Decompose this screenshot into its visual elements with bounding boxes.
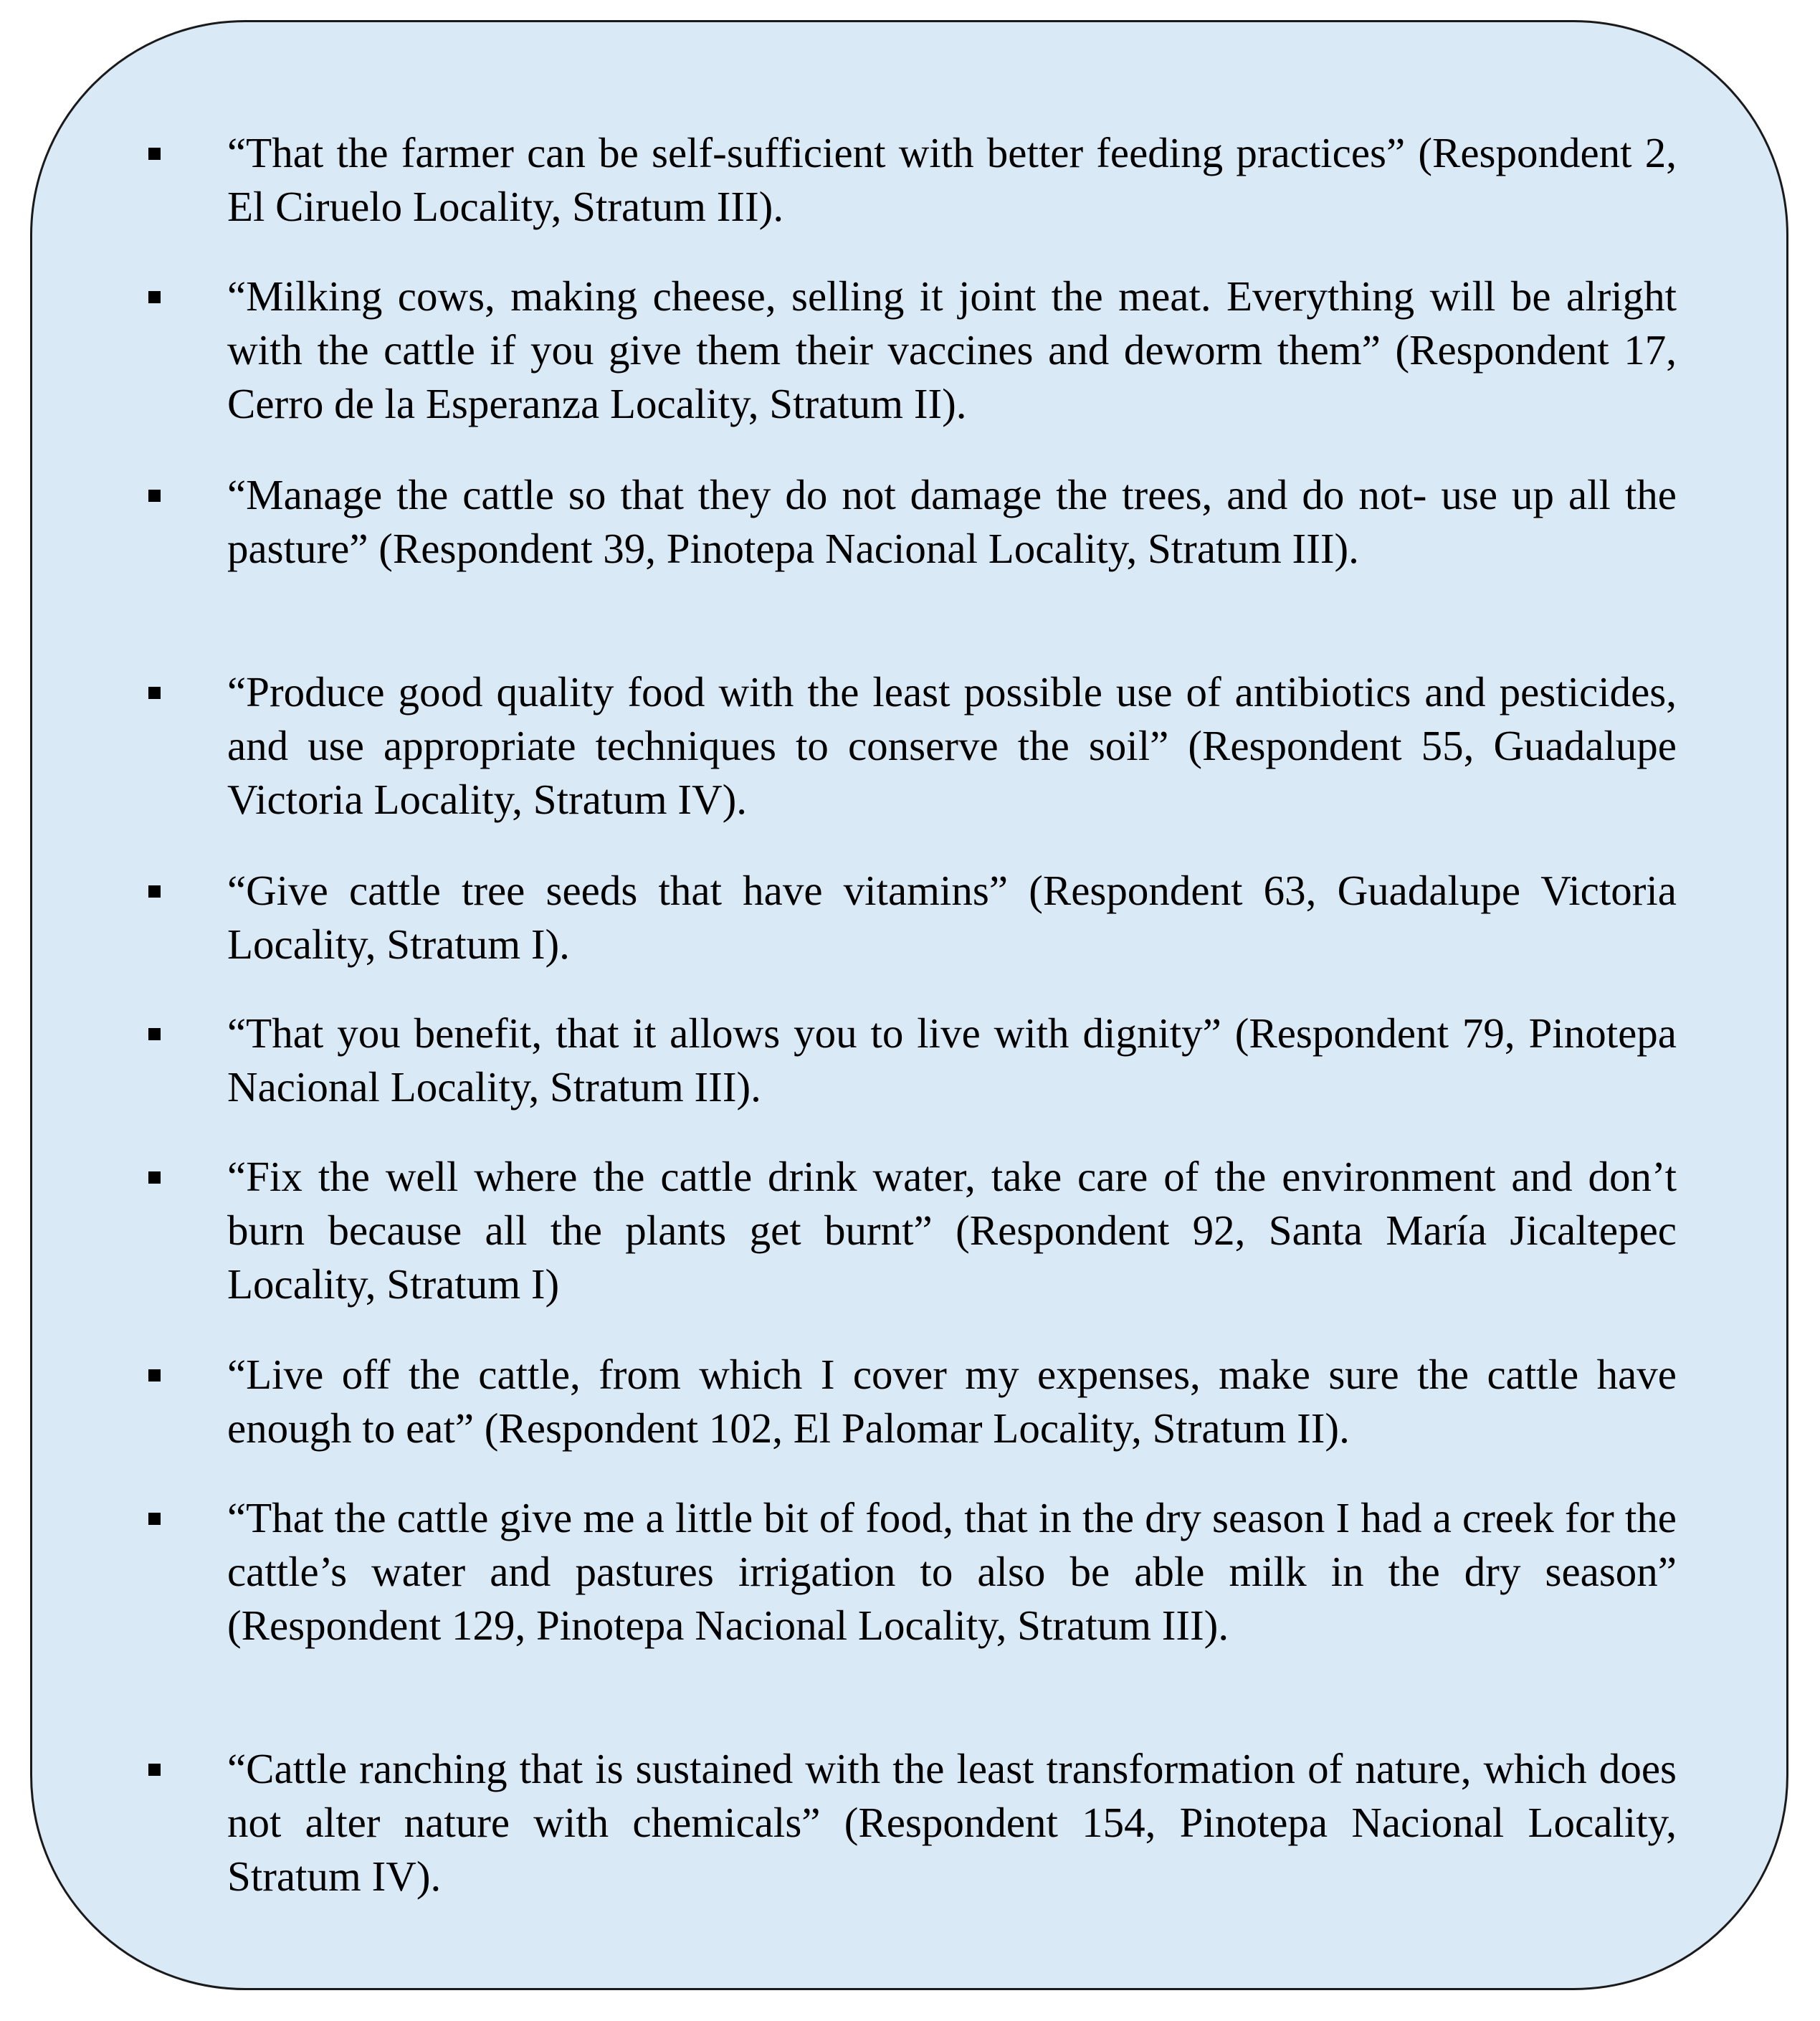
quote-item: [32, 468, 1786, 640]
quote-text: “Produce good quality food with the least possible use of antibiotics and pesticides, and use appropriate techniques to conserve the soil” (Respondent 55, Guadalupe Victoria Locality, Stratum IV).: [227, 668, 1677, 823]
quote-text: “Manage the cattle so that they do not damage the trees, and do not- use up all the pasture” (Respondent 39, Pinotepa Nacional Locality, Stratum III).: [227, 471, 1677, 572]
quote-text: “That the cattle give me a little bit of food, that in the dry season I had a creek for the cattle’s water and pastures irrigation to also be able milk in the dry season” (Respondent 129, Pinotepa Nacional Locality, Stratum III).: [227, 1494, 1677, 1649]
square-bullet-icon: [148, 1513, 161, 1525]
square-bullet-icon: [148, 687, 161, 699]
square-bullet-icon: [148, 885, 161, 898]
square-bullet-icon: [148, 291, 161, 303]
square-bullet-icon: [148, 1369, 161, 1382]
quote-text: “That you benefit, that it allows you to live with dignity” (Respondent 79, Pinotepa Nacional Locality, Stratum III).: [227, 1009, 1677, 1111]
quote-text: “Cattle ranching that is sustained with the least transformation of nature, which does not alter nature with chemicals” (Respondent 154, Pinotepa Nacional Locality, Stratum IV).: [227, 1745, 1677, 1900]
square-bullet-icon: [148, 148, 161, 160]
quote-text: “Fix the well where the cattle drink water, take care of the environment and don’t burn because all the plants get burnt” (Respondent 92, Santa María Jicaltepec Locality, Stratum I): [227, 1153, 1677, 1308]
square-bullet-icon: [148, 1764, 161, 1776]
quote-text: “Give cattle tree seeds that have vitamins” (Respondent 63, Guadalupe Victoria Locality, Stratum I).: [227, 867, 1677, 968]
square-bullet-icon: [148, 1171, 161, 1184]
quote-item: [32, 665, 1786, 837]
quote-text: “Live off the cattle, from which I cover my expenses, make sure the cattle have enough to eat” (Respondent 102, El Palomar Locality, Stratum II).: [227, 1351, 1677, 1452]
quote-item: [32, 1491, 1786, 1663]
quote-text: “Milking cows, making cheese, selling it joint the meat. Everything will be alright with the cattle if you give them their vaccines and deworm them” (Respondent 17, Cerro de la Esperanza Locality, Stratum II).: [227, 272, 1677, 427]
quote-text: “That the farmer can be self-sufficient with better feeding practices” (Respondent 2, El Ciruelo Locality, Stratum III).: [227, 129, 1677, 230]
square-bullet-icon: [148, 490, 161, 502]
square-bullet-icon: [148, 1028, 161, 1040]
quote-item: [32, 270, 1786, 442]
quotes-panel: [30, 20, 1788, 1990]
quote-item: [32, 1150, 1786, 1322]
quote-item: [32, 1742, 1786, 1914]
